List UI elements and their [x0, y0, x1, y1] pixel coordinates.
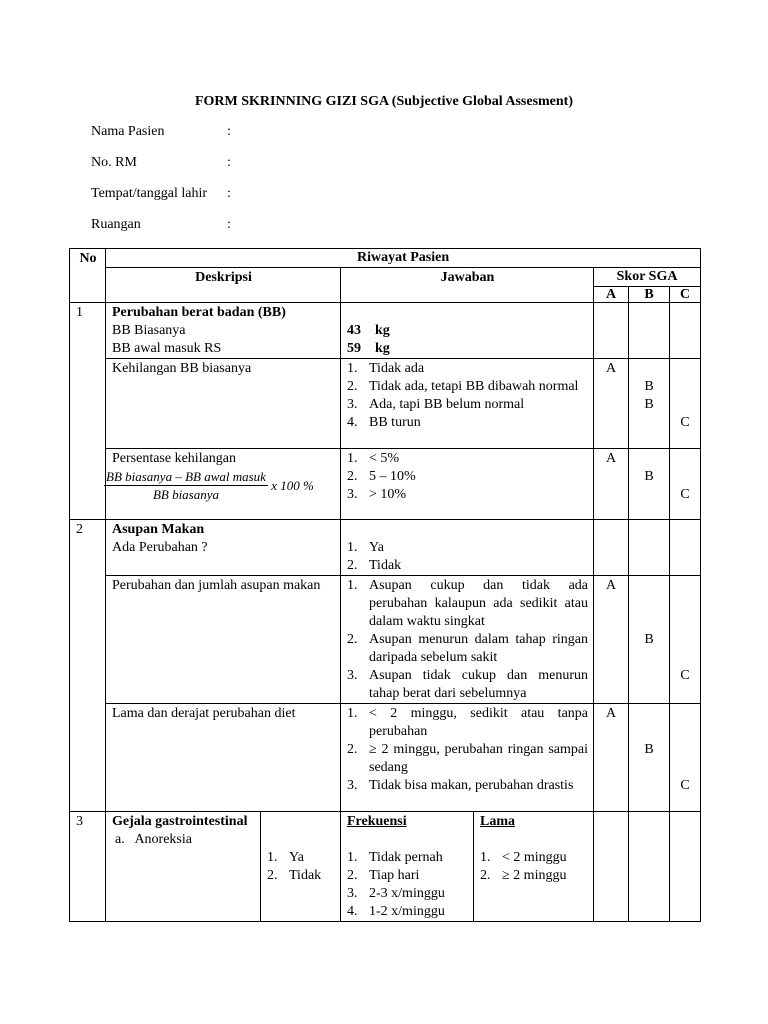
answer-option — [347, 468, 588, 486]
answer-number: 1. — [347, 850, 358, 865]
answer-number: 3. — [347, 487, 358, 502]
persentase-cell — [106, 449, 341, 520]
answer-text: 2-3 x/minggu — [369, 886, 445, 901]
answer-number: 3. — [347, 397, 358, 412]
answer-text: Tidak bisa makan, perubahan drastis — [369, 778, 574, 793]
answer-number: 3. — [347, 668, 358, 683]
answer-number: 1. — [347, 451, 358, 466]
answer-number: 1. — [480, 850, 491, 865]
answer-option — [480, 867, 588, 885]
header-skor-sga: Skor SGA — [594, 268, 701, 287]
ada-perubahan-label: Ada Perubahan ? — [112, 540, 208, 555]
answer-option — [347, 631, 588, 667]
section-1-description — [106, 303, 341, 359]
answer-text: Tidak ada — [369, 361, 425, 376]
weight-unit: kg — [375, 341, 390, 356]
answer-option — [347, 486, 588, 504]
row-number-2: 2 — [70, 520, 106, 812]
row-number-1: 1 — [70, 303, 106, 520]
section-2-title: Asupan Makan — [112, 522, 205, 537]
field-label: Tempat/tanggal lahir — [91, 186, 208, 201]
lama-heading: Lama — [480, 814, 515, 829]
score-a: A — [605, 578, 617, 593]
score-cell — [629, 520, 670, 576]
field-label: No. RM — [91, 155, 137, 170]
score-b-cell — [629, 576, 670, 704]
kehilangan-bb-label: Kehilangan BB biasanya — [106, 359, 341, 449]
answer-number: 1. — [347, 540, 358, 555]
answer-text: > 10% — [369, 487, 407, 502]
score-c-cell — [670, 704, 701, 812]
score-cell — [629, 812, 670, 922]
answer-option — [347, 903, 468, 921]
answer-number: 2. — [267, 868, 278, 883]
answer-option — [347, 577, 588, 631]
answer-text: Tidak ada, tetapi BB dibawah normal — [369, 379, 579, 394]
answer-number: 4. — [347, 904, 358, 919]
section-1-title: Perubahan berat badan (BB) — [112, 305, 286, 320]
section-3-description — [106, 812, 261, 922]
answer-option — [347, 360, 588, 378]
formula-fraction — [104, 468, 268, 503]
answer-option — [347, 705, 588, 741]
score-cell — [629, 303, 670, 359]
field-label: Ruangan — [91, 217, 141, 232]
answer-number: 2. — [347, 632, 358, 647]
ada-perubahan-answers — [341, 520, 594, 576]
answer-option — [347, 539, 588, 557]
header-score-a: A — [594, 287, 629, 303]
score-c: C — [680, 415, 690, 430]
answer-text: Tidak — [369, 558, 402, 573]
section-3-title: Gejala gastrointestinal — [112, 814, 248, 829]
answer-option — [347, 396, 588, 414]
answer-text: Tidak — [289, 868, 322, 883]
score-cell — [670, 303, 701, 359]
answer-option — [347, 450, 588, 468]
score-cell — [594, 812, 629, 922]
field-ruangan — [91, 217, 231, 233]
lama-derajat-label: Lama dan derajat perubahan diet — [106, 704, 341, 812]
bb-awal-label: BB awal masuk RS — [112, 341, 222, 356]
field-nama-pasien — [91, 124, 231, 140]
answer-option — [347, 885, 468, 903]
answer-option — [347, 667, 588, 703]
score-c-cell — [670, 449, 701, 520]
answer-number: 2. — [347, 868, 358, 883]
answer-text: Ada, tapi BB belum normal — [369, 397, 525, 412]
answer-text: Asupan tidak cukup dan menurun tahap berat dari sebelumnya — [369, 668, 588, 701]
answer-text: 5 – 10% — [369, 469, 416, 484]
formula-denominator: BB biasanya — [152, 487, 220, 502]
score-cell — [670, 812, 701, 922]
lama-derajat-answers — [341, 704, 594, 812]
answer-number: 2. — [347, 469, 358, 484]
score-cell — [594, 520, 629, 576]
answer-text: Ya — [289, 850, 304, 865]
answer-number: 3. — [347, 886, 358, 901]
score-a: A — [605, 361, 617, 376]
row-number-3: 3 — [70, 812, 106, 922]
score-b: B — [644, 397, 654, 412]
answer-option — [347, 557, 588, 575]
answer-option — [347, 867, 468, 885]
answer-number: 1. — [267, 850, 278, 865]
field-label: Nama Pasien — [91, 124, 165, 139]
anoreksia-label: a. Anoreksia — [115, 832, 192, 847]
answer-text: Asupan cukup dan tidak ada perubahan kalaupun ada sedikit atau dalam waktu singkat — [369, 578, 588, 629]
answer-number: 2. — [347, 379, 358, 394]
answer-text: ≥ 2 minggu — [502, 868, 567, 883]
header-riwayat-pasien: Riwayat Pasien — [106, 249, 701, 268]
bb-biasanya-label: BB Biasanya — [112, 323, 186, 338]
answer-text: < 5% — [369, 451, 400, 466]
frekuensi-cell — [341, 812, 474, 922]
persentase-answers — [341, 449, 594, 520]
section-2-description — [106, 520, 341, 576]
score-c: C — [680, 487, 690, 502]
header-no: No — [70, 249, 106, 303]
answer-option — [347, 777, 588, 795]
field-colon: : — [227, 217, 231, 232]
answer-text: ≥ 2 minggu, perubahan ringan sampai sedang — [369, 742, 588, 775]
answer-number: 2. — [347, 742, 358, 757]
score-b: B — [644, 742, 654, 757]
anoreksia-yn — [261, 812, 341, 922]
formula-numerator: BB biasanya – BB awal masuk — [106, 469, 266, 484]
score-cell — [594, 303, 629, 359]
score-b: B — [644, 469, 654, 484]
field-no-rm — [91, 155, 231, 171]
answer-text: BB turun — [369, 415, 421, 430]
score-a: A — [605, 706, 617, 721]
score-c-cell — [670, 359, 701, 449]
score-c: C — [680, 668, 690, 683]
field-colon: : — [227, 155, 231, 170]
section-1-weights — [341, 303, 594, 359]
lama-cell — [474, 812, 594, 922]
answer-option — [480, 849, 588, 867]
answer-number: 3. — [347, 778, 358, 793]
answer-option — [347, 378, 588, 396]
score-a-cell — [594, 704, 629, 812]
answer-option — [347, 414, 588, 432]
answer-text: Asupan menurun dalam tahap ringan daripada sebelum sakit — [369, 632, 588, 665]
answer-option — [267, 867, 335, 885]
form-title: FORM SKRINNING GIZI SGA (Subjective Global Assesment) — [194, 94, 574, 109]
field-colon: : — [227, 124, 231, 139]
answer-number: 1. — [347, 706, 358, 721]
header-deskripsi: Deskripsi — [106, 268, 341, 303]
answer-text: Ya — [369, 540, 384, 555]
header-jawaban: Jawaban — [341, 268, 594, 303]
jumlah-asupan-answers — [341, 576, 594, 704]
score-b-cell — [629, 359, 670, 449]
frekuensi-heading: Frekuensi — [347, 814, 407, 829]
score-c-cell — [670, 576, 701, 704]
score-b: B — [644, 632, 654, 647]
weight-unit: kg — [375, 323, 390, 338]
answer-number: 1. — [347, 361, 358, 376]
persentase-label: Persentase kehilangan — [112, 451, 237, 466]
sga-table — [69, 248, 701, 922]
score-a-cell — [594, 359, 629, 449]
field-tempat-tanggal-lahir — [91, 186, 231, 202]
bb-awal-value: 59 — [347, 341, 361, 356]
jumlah-asupan-label: Perubahan dan jumlah asupan makan — [106, 576, 341, 704]
bb-biasanya-value: 43 — [347, 323, 361, 338]
score-a-cell — [594, 449, 629, 520]
answer-number: 4. — [347, 415, 358, 430]
score-c: C — [680, 778, 690, 793]
header-score-c: C — [670, 287, 701, 303]
kehilangan-answers — [341, 359, 594, 449]
formula — [104, 468, 335, 503]
answer-number: 2. — [480, 868, 491, 883]
score-a: A — [605, 451, 617, 466]
score-b: B — [644, 379, 654, 394]
score-a-cell — [594, 576, 629, 704]
answer-option — [347, 849, 468, 867]
answer-number: 2. — [347, 558, 358, 573]
answer-text: < 2 minggu — [502, 850, 567, 865]
formula-multiplier: x 100 % — [271, 478, 314, 493]
answer-option — [347, 741, 588, 777]
answer-text: Tidak pernah — [369, 850, 443, 865]
answer-option — [267, 849, 335, 867]
score-b-cell — [629, 449, 670, 520]
score-cell — [670, 520, 701, 576]
answer-text: 1-2 x/minggu — [369, 904, 445, 919]
header-score-b: B — [629, 287, 670, 303]
answer-text: < 2 minggu, sedikit atau tanpa perubahan — [369, 706, 588, 739]
score-b-cell — [629, 704, 670, 812]
answer-text: Tiap hari — [369, 868, 420, 883]
answer-number: 1. — [347, 578, 358, 593]
field-colon: : — [227, 186, 231, 201]
